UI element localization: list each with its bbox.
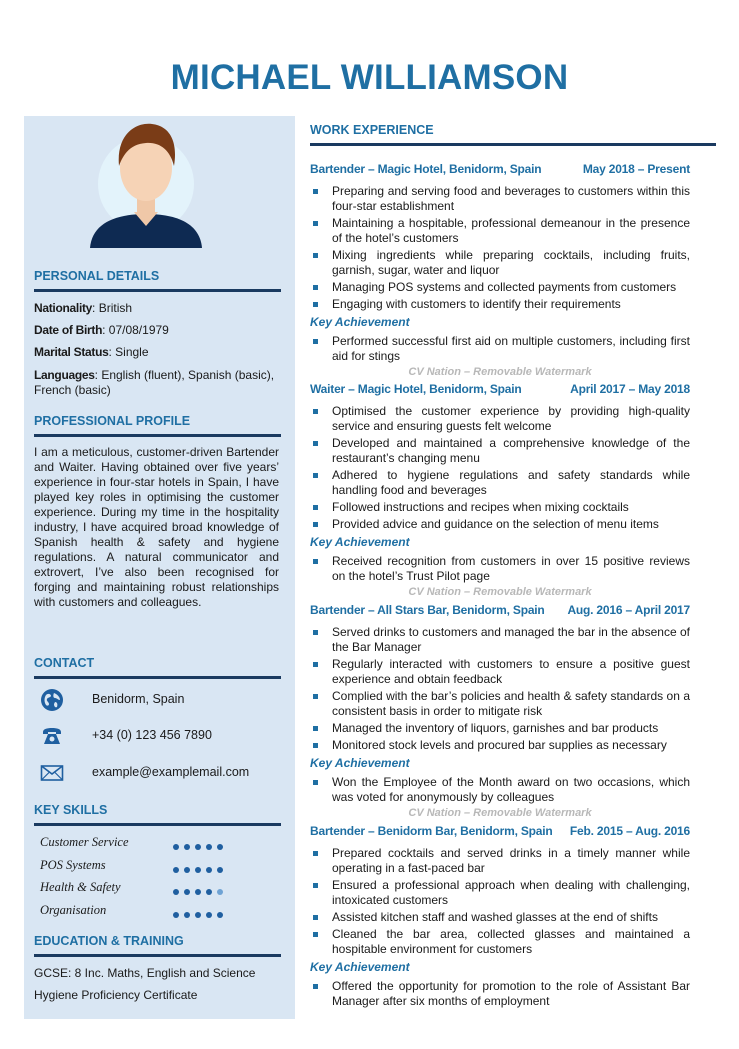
job-title bbox=[310, 382, 690, 398]
globe-icon bbox=[40, 688, 64, 712]
list-item: Optimised the customer experience by providing high-quality service and ensuring guests felt welcome bbox=[310, 404, 690, 434]
achievements bbox=[310, 334, 690, 364]
marital-status: Marital Status: Single bbox=[34, 345, 149, 359]
list-item: Engaging with customers to identify their requirements bbox=[310, 297, 690, 312]
rating-dot bbox=[195, 889, 201, 895]
job-duties bbox=[310, 404, 690, 532]
list-item: Performed successful first aid on multiple customers, including first aid for stings bbox=[310, 334, 690, 364]
rating-dot bbox=[173, 889, 179, 895]
contact-email bbox=[34, 761, 281, 785]
list-item: Regularly interacted with customers to ensure a positive guest experience and obtain feedback bbox=[310, 657, 690, 687]
list-item: Received recognition from customers in over 15 positive reviews on the hotel’s Trust Pilot page bbox=[310, 554, 690, 584]
list-item: Maintaining a hospitable, professional demeanour in the presence of the hotel’s customers bbox=[310, 216, 690, 246]
skill-name: Organisation bbox=[40, 903, 107, 917]
rating-dot bbox=[206, 889, 212, 895]
sidebar bbox=[24, 116, 295, 1019]
education-item: Hygiene Proficiency Certificate bbox=[34, 988, 198, 1002]
job-role: Bartender – Magic Hotel, Benidorm, Spain bbox=[310, 162, 542, 176]
skill-name: Customer Service bbox=[40, 835, 129, 849]
rating-dot bbox=[206, 844, 212, 850]
list-item: Developed and maintained a comprehensive knowledge of the restaurant’s changing menu bbox=[310, 436, 690, 466]
key-achievement-label: Key Achievement bbox=[310, 315, 410, 329]
list-item: Cleaned the bar area, collected glasses and maintained a hospitable environment for customers bbox=[310, 927, 690, 957]
rating-dot bbox=[184, 912, 190, 918]
skill-rating bbox=[173, 905, 228, 923]
job-dates: Aug. 2016 – April 2017 bbox=[567, 603, 690, 617]
achievements bbox=[310, 775, 690, 805]
list-item: Prepared cocktails and served drinks in a timely manner while operating in a fast-paced bar bbox=[310, 846, 690, 876]
job-dates: Feb. 2015 – Aug. 2016 bbox=[569, 824, 690, 838]
list-item: Assisted kitchen staff and washed glasses at the end of shifts bbox=[310, 910, 690, 925]
skill-rating bbox=[173, 860, 228, 878]
job-title bbox=[310, 824, 690, 840]
skill-name: POS Systems bbox=[40, 858, 106, 872]
work-experience-heading: WORK EXPERIENCE bbox=[310, 123, 716, 146]
job-entry bbox=[310, 824, 690, 1011]
contact-phone bbox=[34, 724, 281, 748]
skill-row bbox=[40, 903, 280, 919]
key-skills-heading: KEY SKILLS bbox=[34, 803, 281, 826]
list-item: Monitored stock levels and procured bar supplies as necessary bbox=[310, 738, 690, 753]
nationality: Nationality: British bbox=[34, 301, 133, 315]
list-item: Offered the opportunity for promotion to the role of Assistant Bar Manager after six months of employment bbox=[310, 979, 690, 1009]
job-title bbox=[310, 603, 690, 619]
list-item: Provided advice and guidance on the selection of menu items bbox=[310, 517, 690, 532]
skill-rating bbox=[173, 882, 228, 900]
job-role: Bartender – Benidorm Bar, Benidorm, Spain bbox=[310, 824, 553, 838]
rating-dot bbox=[217, 867, 223, 873]
job-role: Waiter – Magic Hotel, Benidorm, Spain bbox=[310, 382, 522, 396]
list-item: Managed the inventory of liquors, garnishes and bar products bbox=[310, 721, 690, 736]
list-item: Ensured a professional approach when dealing with challenging, intoxicated customers bbox=[310, 878, 690, 908]
watermark: CV Nation – Removable Watermark bbox=[408, 366, 592, 378]
rating-dot bbox=[184, 867, 190, 873]
rating-dot bbox=[217, 889, 223, 895]
job-duties bbox=[310, 625, 690, 753]
list-item: Mixing ingredients while preparing cocktails, including fruits, garnish, sugar, water and liquor bbox=[310, 248, 690, 278]
email-text: example@examplemail.com bbox=[92, 765, 250, 779]
phone-icon bbox=[40, 724, 64, 748]
profile-text: I am a meticulous, customer-driven Bartender and Waiter. Having obtained over five years’ experience in four-star hotels in Spain, I have played key roles in optimising the customer experience. During my time in the hospitality industry, I have acquired broad knowledge of Spanish health & safety and hygiene regulations. A natural communicator and extrovert, I’ve also been recognised for forging and maintaining robust relationships with customers and colleagues. bbox=[34, 445, 279, 609]
watermark: CV Nation – Removable Watermark bbox=[408, 807, 592, 819]
rating-dot bbox=[217, 912, 223, 918]
job-entry bbox=[310, 162, 690, 378]
skill-rating bbox=[173, 837, 228, 855]
job-role: Bartender – All Stars Bar, Benidorm, Spain bbox=[310, 603, 545, 617]
job-duties bbox=[310, 846, 690, 957]
list-item: Adhered to hygiene regulations and safety standards while handling food and beverages bbox=[310, 468, 690, 498]
contact-location bbox=[34, 688, 281, 712]
envelope-icon bbox=[40, 761, 64, 785]
phone-text: +34 (0) 123 456 7890 bbox=[92, 728, 212, 742]
key-achievement-label: Key Achievement bbox=[310, 756, 410, 770]
rating-dot bbox=[195, 867, 201, 873]
list-item: Complied with the bar’s policies and health & safety standards on a consistent basis in order to mitigate risk bbox=[310, 689, 690, 719]
job-duties bbox=[310, 184, 690, 312]
list-item: Managing POS systems and collected payments from customers bbox=[310, 280, 690, 295]
list-item: Served drinks to customers and managed the bar in the absence of the Bar Manager bbox=[310, 625, 690, 655]
education-item: GCSE: 8 Inc. Maths, English and Science bbox=[34, 966, 256, 980]
key-achievement-label: Key Achievement bbox=[310, 960, 410, 974]
job-title bbox=[310, 162, 690, 178]
skill-row bbox=[40, 858, 280, 874]
job-entry bbox=[310, 603, 690, 819]
rating-dot bbox=[195, 912, 201, 918]
achievements bbox=[310, 979, 690, 1009]
watermark: CV Nation – Removable Watermark bbox=[408, 586, 592, 598]
rating-dot bbox=[206, 867, 212, 873]
rating-dot bbox=[184, 889, 190, 895]
date-of-birth: Date of Birth: 07/08/1979 bbox=[34, 323, 169, 337]
rating-dot bbox=[184, 844, 190, 850]
rating-dot bbox=[173, 912, 179, 918]
job-dates: May 2018 – Present bbox=[582, 162, 690, 176]
skill-row bbox=[40, 880, 280, 896]
skill-row bbox=[40, 835, 280, 851]
rating-dot bbox=[173, 844, 179, 850]
languages: Languages: English (fluent), Spanish (basic), French (basic) bbox=[34, 368, 275, 397]
rating-dot bbox=[217, 844, 223, 850]
education-heading: EDUCATION & TRAINING bbox=[34, 934, 281, 957]
professional-profile-heading: PROFESSIONAL PROFILE bbox=[34, 414, 281, 437]
rating-dot bbox=[195, 844, 201, 850]
location-text: Benidorm, Spain bbox=[92, 692, 185, 706]
rating-dot bbox=[206, 912, 212, 918]
job-dates: April 2017 – May 2018 bbox=[570, 382, 690, 396]
list-item: Followed instructions and recipes when mixing cocktails bbox=[310, 500, 690, 515]
list-item: Preparing and serving food and beverages to customers within this four-star establishment bbox=[310, 184, 690, 214]
list-item: Won the Employee of the Month award on two occasions, which was voted for anonymously by colleagues bbox=[310, 775, 690, 805]
skill-name: Health & Safety bbox=[40, 880, 121, 894]
job-entry bbox=[310, 382, 690, 598]
contact-heading: CONTACT bbox=[34, 656, 281, 679]
candidate-name: MICHAEL WILLIAMSON bbox=[170, 58, 569, 97]
rating-dot bbox=[173, 867, 179, 873]
avatar-icon bbox=[86, 116, 206, 256]
key-achievement-label: Key Achievement bbox=[310, 535, 410, 549]
personal-details-heading: PERSONAL DETAILS bbox=[34, 269, 281, 292]
achievements bbox=[310, 554, 690, 584]
